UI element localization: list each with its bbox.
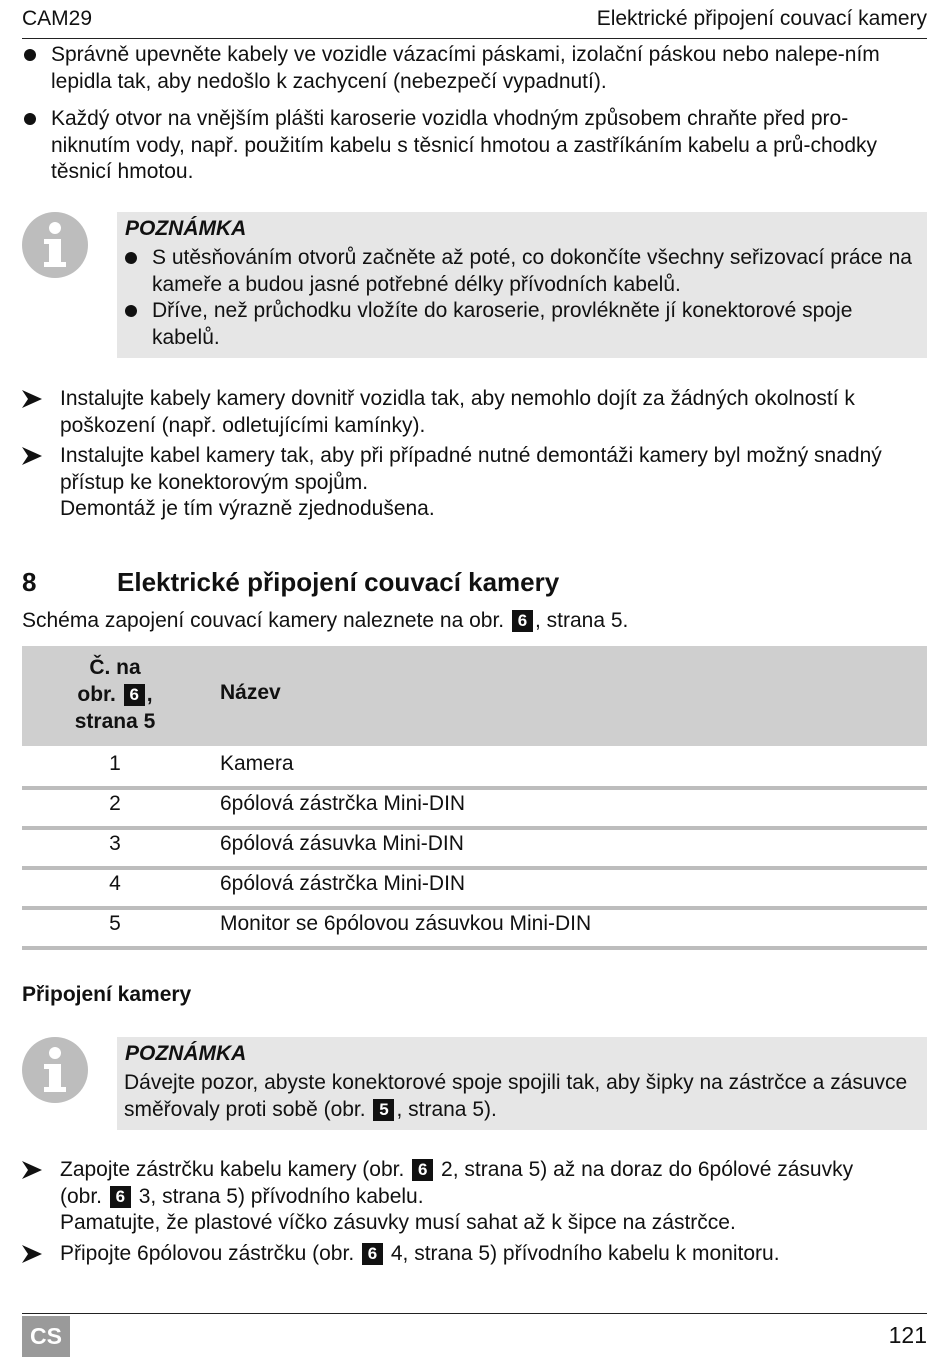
row-number: 3 — [109, 832, 121, 855]
arrow-right-icon — [22, 1161, 42, 1179]
subheading: Připojení kamery — [22, 983, 192, 1006]
row-name: Kamera — [220, 752, 294, 775]
instruction-step — [22, 386, 927, 439]
col-header-comma: , — [146, 683, 153, 706]
col-header-line: strana 5 — [74, 710, 156, 733]
section-title: Elektrické připojení couvací kamery — [117, 567, 560, 597]
note-title: POZNÁMKA — [125, 217, 247, 240]
intro-text: Schéma zapojení couvací kamery naleznete na obr. — [22, 609, 505, 632]
header-section-title: Elektrické připojení couvací kamery — [596, 7, 927, 30]
table-row — [22, 866, 927, 910]
step-text: (obr. — [60, 1184, 103, 1208]
row-name: 6pólová zástrčka Mini-DIN — [220, 872, 466, 895]
note-item — [123, 245, 918, 298]
step-text: Instalujte kabely kamery dovnitř vozidla tak, aby nemohlo dojít za žádných okolností k poškození (např. odletujícími kamínky). — [60, 387, 855, 437]
note-title: POZNÁMKA — [125, 1042, 247, 1065]
col-header-name: Název — [220, 681, 281, 704]
bullet-text: Každý otvor na vnějším plášti karoserie vozidla vhodným způsobem chraňte před pro-niknutím vody, např. použitím kabelu s těsnicí hmotou a zastříkáním kabelu a prů-chodky těsnicí hmotou. — [51, 107, 878, 183]
bullet-dot-icon — [125, 305, 137, 317]
row-number: 2 — [109, 792, 121, 815]
footer-divider — [22, 1313, 927, 1314]
table-row — [22, 746, 927, 790]
info-icon — [22, 212, 88, 278]
col-header-line: Č. na — [89, 656, 141, 679]
row-name: 6pólová zástrčka Mini-DIN — [220, 792, 466, 815]
row-number: 1 — [109, 752, 121, 775]
col-header-line: obr. — [77, 683, 116, 706]
note-text: Dávejte pozor, abyste konektorové spoje spojili tak, aby šipky na zástrčce a zásuvce směřovaly proti sobě (obr. — [124, 1071, 908, 1121]
bullet-item — [22, 42, 927, 95]
header-model: CAM29 — [22, 7, 93, 30]
step-continuation: Pamatujte, že plastové víčko zásuvky musí sahat až k šipce na zástrčce. — [60, 1211, 736, 1234]
table-row — [22, 906, 927, 950]
note-item-text: Dříve, než průchodku vložíte do karoserie, provlékněte jí konektorové spoje kabelů. — [152, 299, 853, 349]
figure-badge: 6 — [362, 1243, 383, 1265]
bullet-dot-icon — [125, 252, 137, 264]
note-item — [123, 298, 918, 351]
col-header-number — [22, 654, 208, 735]
language-badge: CS — [22, 1316, 70, 1357]
table-row — [22, 826, 927, 870]
figure-badge: 5 — [373, 1099, 394, 1121]
step-text: 4, strana 5) přívodního kabelu k monitoru. — [390, 1241, 780, 1265]
figure-badge: 6 — [124, 684, 145, 706]
table-row — [22, 786, 927, 830]
table-header — [22, 646, 927, 746]
row-number: 5 — [109, 912, 121, 935]
step-text: Instalujte kabel kamery tak, aby při případné nutné demontáži kamery byl možný snadný přístup ke konektorovým spojům. — [60, 444, 882, 494]
bullet-dot-icon — [24, 113, 36, 125]
row-name: Monitor se 6pólovou zásuvkou Mini-DIN — [220, 912, 592, 935]
intro-text-end: , strana 5. — [534, 609, 629, 632]
step-text: 2, strana 5) až na doraz do 6pólové zásuvky — [441, 1158, 854, 1181]
bullet-list-top — [22, 42, 927, 186]
row-name: 6pólová zásuvka Mini-DIN — [220, 832, 464, 855]
note-list — [123, 245, 918, 351]
figure-badge: 6 — [110, 1186, 131, 1208]
arrow-right-icon — [22, 390, 42, 408]
bullet-dot-icon — [24, 49, 36, 61]
bullet-text: Správně upevněte kabely ve vozidle vázacími páskami, izolační páskou nebo nalepe-ním lepidla tak, aby nedošlo k zachycení (nebezpečí vypadnutí). — [51, 43, 880, 93]
arrow-right-icon — [22, 447, 42, 465]
step-text: 3, strana 5) přívodního kabelu. — [138, 1184, 424, 1208]
instruction-step — [22, 1157, 927, 1237]
step-text: Připojte 6pólovou zástrčku (obr. — [60, 1241, 355, 1265]
figure-badge: 6 — [512, 610, 533, 632]
row-number: 4 — [109, 872, 121, 895]
page-number: 121 — [888, 1322, 927, 1348]
instruction-step — [22, 1241, 927, 1268]
bullet-item — [22, 106, 927, 186]
step-text: Zapojte zástrčku kabelu kamery (obr. — [60, 1158, 405, 1181]
page-header — [22, 0, 927, 39]
note-text-end: , strana 5). — [396, 1097, 497, 1121]
step-continuation: Demontáž je tím výrazně zjednodušena. — [60, 497, 435, 520]
note-item-text: S utěsňováním otvorů začněte až poté, co dokončíte všechny seřizovací práce na kameře a budou jasné potřebné délky přívodních kabelů. — [152, 246, 912, 296]
arrow-right-icon — [22, 1245, 42, 1263]
instruction-step — [22, 443, 927, 523]
section-number: 8 — [22, 567, 37, 597]
info-icon — [22, 1037, 88, 1103]
figure-badge: 6 — [412, 1159, 433, 1181]
connection-steps — [22, 1157, 927, 1267]
note-body — [124, 1070, 919, 1123]
instruction-steps — [22, 386, 927, 523]
section-intro — [22, 607, 628, 635]
note-box — [117, 1037, 927, 1130]
note-box — [117, 212, 927, 358]
